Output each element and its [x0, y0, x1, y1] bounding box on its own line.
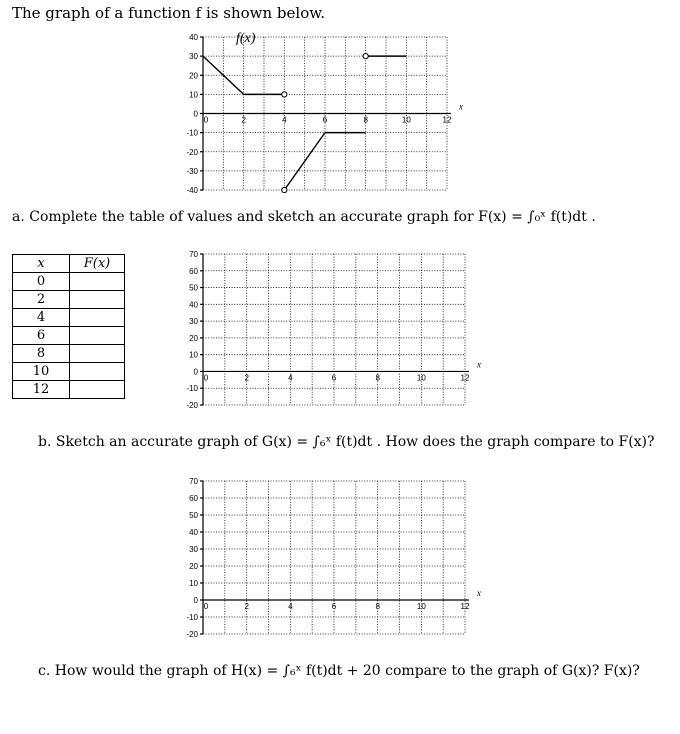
b-y-tick-label: -20 [186, 630, 198, 639]
a-y-tick-label: 70 [189, 250, 198, 259]
table-x-cell: 10 [13, 363, 70, 381]
b-y-tick-label: 50 [189, 511, 198, 520]
a-y-tick-label: 30 [189, 317, 198, 327]
a-y-tick-label: 20 [189, 333, 198, 343]
b-grid [203, 481, 465, 634]
a-x-tick-label: 12 [460, 373, 470, 383]
table-header-x: x [13, 255, 70, 273]
b-y-tick-label: 70 [189, 477, 198, 486]
a-y-tick-label: 0 [193, 367, 198, 377]
f-y-tick-label: -10 [186, 128, 198, 138]
f-y-tick-label: 10 [189, 90, 198, 100]
f-x-tick-label: 8 [363, 115, 368, 125]
f-x-tick-label: 10 [401, 115, 411, 125]
a-x-tick-label: 6 [331, 373, 337, 383]
question-c: c. How would the graph of H(x) = ∫₆ˣ f(t)dt + 20 compare to the graph of G(x)? F(x)? [38, 663, 640, 679]
b-y-tick-label: 30 [189, 545, 198, 554]
b-x-tick-label: 12 [460, 602, 470, 611]
a-x-tick-label: 4 [288, 373, 293, 383]
a-y-tick-label: 40 [189, 300, 198, 310]
a-y-tick-label: 50 [189, 283, 198, 293]
b-x-tick-label: 10 [416, 602, 426, 611]
b-y-tick-label: 10 [189, 579, 198, 588]
b-y-tick-label: 60 [189, 494, 198, 503]
f-y-tick-label: 30 [189, 52, 198, 62]
question-a: a. Complete the table of values and sketch an accurate graph for F(x) = ∫₀ˣ f(t)dt . [12, 209, 596, 225]
b-y-tick-label: 20 [189, 562, 198, 571]
b-y-tick-label: 40 [189, 528, 198, 537]
f-y-tick-label: 0 [193, 109, 198, 119]
b-x-tick-label: 4 [288, 602, 293, 611]
table-x-cell: 12 [13, 381, 70, 399]
b-x-tick-label: 6 [331, 602, 337, 611]
f-graph-title: f(x) [236, 31, 256, 46]
a-graph [186, 250, 481, 410]
f-y-tick-label: -30 [186, 166, 198, 176]
intro-text: The graph of a function f is shown below. [12, 4, 326, 22]
b-x-tick-label: 0 [203, 602, 209, 611]
b-x-tick-label: 8 [375, 602, 380, 611]
table-x-cell: 0 [13, 273, 70, 291]
a-x-tick-label: 10 [416, 373, 426, 383]
table-x-cell: 4 [13, 309, 70, 327]
f-y-tick-label: -20 [186, 147, 198, 157]
f-open-point [282, 187, 287, 192]
f-x-axis-label: x [459, 101, 463, 112]
table-header-fx: F(x) [70, 255, 125, 273]
table-x-cell: 6 [13, 327, 70, 345]
f-open-point [363, 54, 368, 59]
a-y-tick-label: -20 [186, 401, 198, 410]
b-graph [186, 477, 481, 639]
f-y-tick-label: 20 [189, 71, 198, 81]
f-x-tick-label: 12 [442, 115, 452, 125]
a-x-tick-label: 0 [203, 373, 209, 383]
f-y-tick-label: 40 [189, 33, 198, 42]
table-x-cell: 8 [13, 345, 70, 363]
f-y-tick-label: -40 [186, 186, 198, 195]
a-y-tick-label: -10 [186, 384, 198, 394]
a-x-tick-label: 2 [244, 373, 249, 383]
f-open-point [282, 92, 287, 97]
b-y-tick-label: -10 [186, 613, 198, 622]
f-graph [186, 31, 463, 195]
question-b: b. Sketch an accurate graph of G(x) = ∫₆ˣ f(t)dt . How does the graph compare to F(x)? [38, 434, 655, 450]
f-x-tick-label: 6 [322, 115, 328, 125]
f-x-tick-label: 0 [203, 115, 209, 125]
a-y-tick-label: 10 [189, 350, 198, 360]
f-x-tick-label: 4 [282, 115, 287, 125]
a-x-axis-label: x [477, 359, 481, 370]
b-y-tick-label: 0 [193, 596, 198, 605]
b-x-tick-label: 2 [244, 602, 249, 611]
f-x-tick-label: 2 [241, 115, 246, 125]
a-y-tick-label: 60 [189, 266, 198, 276]
b-x-axis-label: x [477, 588, 481, 598]
table-x-cell: 2 [13, 291, 70, 309]
a-x-tick-label: 8 [375, 373, 380, 383]
